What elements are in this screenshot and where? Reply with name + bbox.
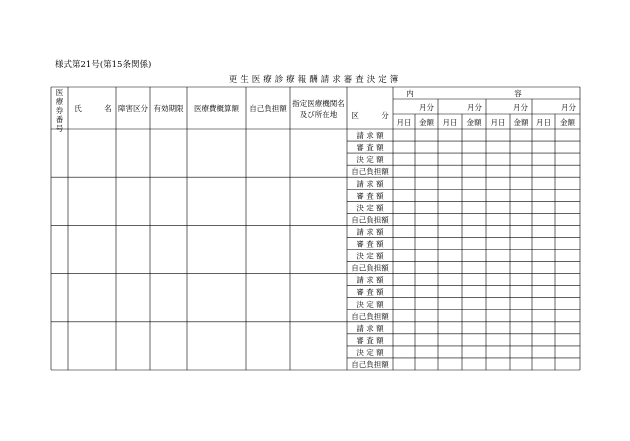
header-disability: 障害区分 bbox=[118, 104, 148, 113]
row-label: 請 求 額 bbox=[356, 179, 384, 189]
month-label: 月分 bbox=[561, 103, 576, 112]
month-label: 月分 bbox=[419, 103, 434, 112]
subheader-date: 月日 bbox=[442, 118, 458, 127]
row-label: 審 査 額 bbox=[356, 143, 384, 153]
header-institution-line1: 指定医療機関名 bbox=[292, 99, 345, 108]
subheader-amount: 金額 bbox=[419, 118, 434, 127]
header-estimated-cost: 医療費概算額 bbox=[194, 104, 239, 113]
header-name-right: 名 bbox=[104, 104, 112, 113]
row-label: 自己負担額 bbox=[351, 311, 389, 321]
header-content-right: 容 bbox=[514, 89, 522, 98]
header-content-left: 内 bbox=[406, 89, 414, 98]
subheader-amount: 金額 bbox=[466, 118, 482, 127]
row-label: 自己負担額 bbox=[351, 215, 389, 225]
header-name-left: 氏 bbox=[74, 104, 82, 113]
subheader-amount: 金額 bbox=[513, 118, 529, 127]
row-label: 決 定 額 bbox=[356, 251, 384, 261]
month-label: 月分 bbox=[513, 103, 528, 112]
header-category-left: 区 bbox=[351, 111, 359, 120]
row-label: 請 求 額 bbox=[356, 131, 384, 141]
header-ticket-number-char: 療 bbox=[55, 97, 64, 106]
header-ticket-number-char: 番 bbox=[55, 115, 64, 124]
row-label: 決 定 額 bbox=[356, 299, 384, 309]
header-validity: 有効期限 bbox=[153, 104, 184, 113]
header-ticket-number-char: 号 bbox=[55, 124, 64, 133]
subheader-amount: 金額 bbox=[560, 118, 575, 127]
row-label: 決 定 額 bbox=[356, 347, 384, 357]
row-label: 請 求 額 bbox=[356, 275, 384, 285]
subheader-date: 月日 bbox=[396, 118, 412, 127]
row-label: 自己負担額 bbox=[351, 360, 389, 369]
header-institution-line2: 及び所在地 bbox=[299, 110, 338, 119]
document-title: 更生医療診療報酬請求審査決定簿 bbox=[228, 75, 402, 85]
month-label: 月分 bbox=[467, 103, 482, 112]
row-label: 決 定 額 bbox=[356, 203, 384, 213]
form-number-label: 様式第21号(第15条関係) bbox=[55, 60, 152, 70]
subheader-date: 月日 bbox=[536, 118, 551, 127]
header-ticket-number-char: 券 bbox=[55, 106, 64, 115]
row-label: 決 定 額 bbox=[356, 155, 384, 165]
row-label: 審 査 額 bbox=[356, 287, 384, 297]
header-self-burden: 自己負担額 bbox=[249, 104, 287, 113]
row-label: 請 求 額 bbox=[356, 227, 384, 237]
header-category-right: 分 bbox=[381, 111, 389, 120]
row-label: 審 査 額 bbox=[356, 335, 384, 345]
row-label: 自己負担額 bbox=[351, 263, 389, 273]
row-label: 自己負担額 bbox=[351, 167, 389, 177]
row-label: 審 査 額 bbox=[356, 239, 384, 249]
subheader-date: 月日 bbox=[490, 118, 506, 127]
row-label: 審 査 額 bbox=[356, 191, 384, 201]
row-label: 請 求 額 bbox=[356, 323, 384, 333]
header-ticket-number-char: 医 bbox=[55, 88, 64, 97]
